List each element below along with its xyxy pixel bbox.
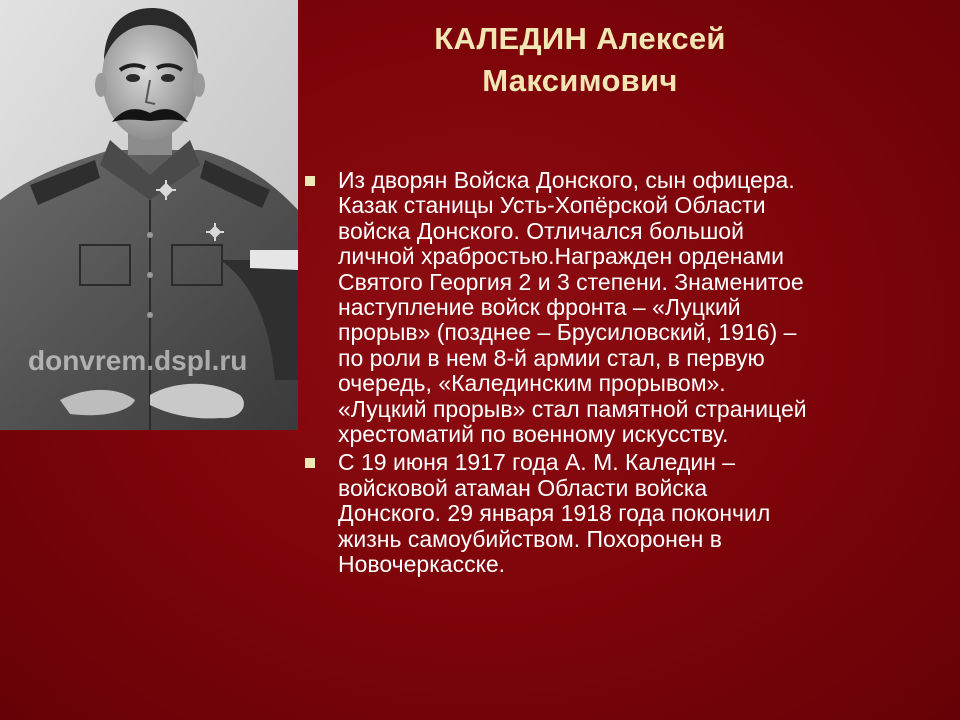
- bullet-item-ataman: [300, 450, 900, 577]
- text-line: прорыв» (позднее – Брусиловский, 1916) –: [338, 319, 797, 346]
- text-line: войска Донского. Отличался большой: [338, 217, 744, 244]
- text-line: жизнь самоубийством. Похоронен в: [338, 525, 722, 552]
- text-line: «Луцкий прорыв» стал памятной страницей: [338, 395, 807, 422]
- bullet-text-biography: [338, 168, 900, 447]
- title-line-2: Максимович: [482, 63, 678, 98]
- text-line: Донского. 29 января 1918 года покончил: [338, 500, 771, 527]
- bullet-list: [300, 168, 900, 581]
- text-line: очередь, «Калединским прорывом».: [338, 370, 726, 397]
- bullet-text-ataman: [338, 450, 900, 577]
- square-bullet-icon: [305, 458, 315, 468]
- text-line: личной храбростью.Награжден орденами: [338, 243, 784, 270]
- text-line: Из дворян Войска Донского, сын офицера.: [338, 167, 795, 193]
- text-line: по роли в нем 8-й армии стал, в первую: [338, 344, 765, 371]
- text-line: наступление войск фронта – «Луцкий: [338, 294, 741, 321]
- slide-title: [360, 18, 800, 102]
- portrait-photo: [0, 0, 298, 430]
- text-line: С 19 июня 1917 года А. М. Каледин –: [338, 449, 736, 476]
- bullet-item-biography: [300, 168, 900, 447]
- portrait-image: [0, 0, 298, 430]
- text-line: хрестоматий по военному искусству.: [338, 421, 729, 448]
- photo-watermark: donvrem.dspl.ru: [28, 345, 248, 376]
- text-line: войсковой атаман Области войска: [338, 474, 708, 501]
- title-line-1: КАЛЕДИН Алексей: [434, 21, 726, 56]
- text-line: Святого Георгия 2 и 3 степени. Знаменитое: [338, 268, 804, 295]
- text-line: Казак станицы Усть-Хопёрской Области: [338, 192, 766, 219]
- text-line: Новочеркасске.: [338, 551, 506, 578]
- square-bullet-icon: [305, 176, 315, 186]
